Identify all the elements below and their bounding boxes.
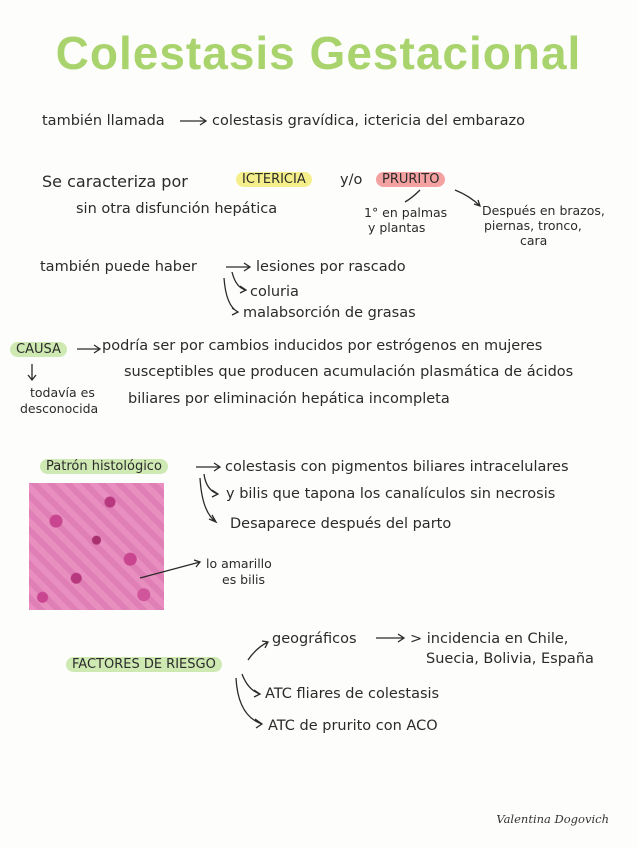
note-palms-2: y plantas — [368, 220, 426, 235]
factor-geo-detail-1: > incidencia en Chile, — [410, 631, 569, 647]
also-called-label: también llamada — [42, 113, 165, 129]
arrow-patron-3 — [200, 478, 216, 522]
causa-line-3: biliares por eliminación hepática incompleta — [128, 391, 450, 407]
arrow-image-note — [140, 560, 200, 578]
factor-pruritus-history: ATC de prurito con ACO — [268, 718, 438, 734]
prurito-highlight: PRURITO — [376, 172, 445, 187]
signature: Valentina Dogovich — [496, 812, 609, 826]
factor-geo: geográficos — [272, 631, 357, 647]
causa-side-2: desconocida — [20, 401, 99, 416]
causa-label: CAUSA — [10, 342, 67, 357]
causa-line-1: podría ser por cambios inducidos por estrógenos en mujeres — [102, 338, 543, 354]
patron-line-3: Desaparece después del parto — [230, 516, 452, 532]
arrow-patron-2 — [204, 474, 218, 497]
arrow-family — [242, 674, 260, 697]
arrow-malabsorption — [224, 278, 238, 315]
note-after-3: cara — [520, 233, 548, 248]
item-malabsorption: malabsorción de grasas — [243, 305, 416, 321]
arrow-prurito-1 — [405, 190, 420, 202]
arrow-geo — [248, 641, 268, 660]
note-after-1: Después en brazos, — [482, 203, 605, 218]
image-note-2: es bilis — [222, 572, 266, 587]
item-scratch-lesions: lesiones por rascado — [256, 259, 406, 275]
patron-line-2: y bilis que tapona los canalículos sin necrosis — [226, 486, 556, 502]
arrow-coluria — [232, 272, 246, 293]
no-other-dysfunction: sin otra disfunción hepática — [76, 201, 278, 217]
arrow-lesions — [226, 263, 250, 271]
factores-label: FACTORES DE RIESGO — [66, 657, 222, 672]
arrow-geo-detail — [376, 634, 404, 642]
may-also-label: también puede haber — [40, 259, 197, 275]
arrow-causa-down — [28, 364, 36, 380]
factor-family-history: ATC fliares de colestasis — [265, 686, 440, 702]
factor-geo-detail-2: Suecia, Bolivia, España — [426, 651, 594, 667]
arrow-patron-1 — [196, 463, 220, 471]
note-after-2: piernas, tronco, — [484, 218, 582, 233]
arrow-causa — [77, 345, 100, 353]
arrow-prurito-2 — [455, 190, 480, 206]
note-palms-1: 1° en palmas — [364, 205, 448, 220]
patron-line-1: colestasis con pigmentos biliares intracelulares — [225, 459, 569, 475]
ictericia-highlight: ICTERICIA — [236, 172, 312, 187]
causa-line-2: susceptibles que producen acumulación plasmática de ácidos — [124, 364, 574, 380]
page-title: Colestasis Gestacional — [55, 27, 582, 79]
arrow-also-called — [180, 117, 206, 125]
item-coluria: coluria — [250, 284, 299, 300]
and-or-text: y/o — [340, 172, 363, 188]
causa-side-1: todavía es — [30, 385, 95, 400]
also-called-value: colestasis gravídica, ictericia del embarazo — [212, 113, 525, 129]
image-note-1: lo amarillo — [206, 556, 272, 571]
patron-label: Patrón histológico — [40, 459, 168, 474]
characterized-prefix: Se caracteriza por — [42, 172, 188, 191]
